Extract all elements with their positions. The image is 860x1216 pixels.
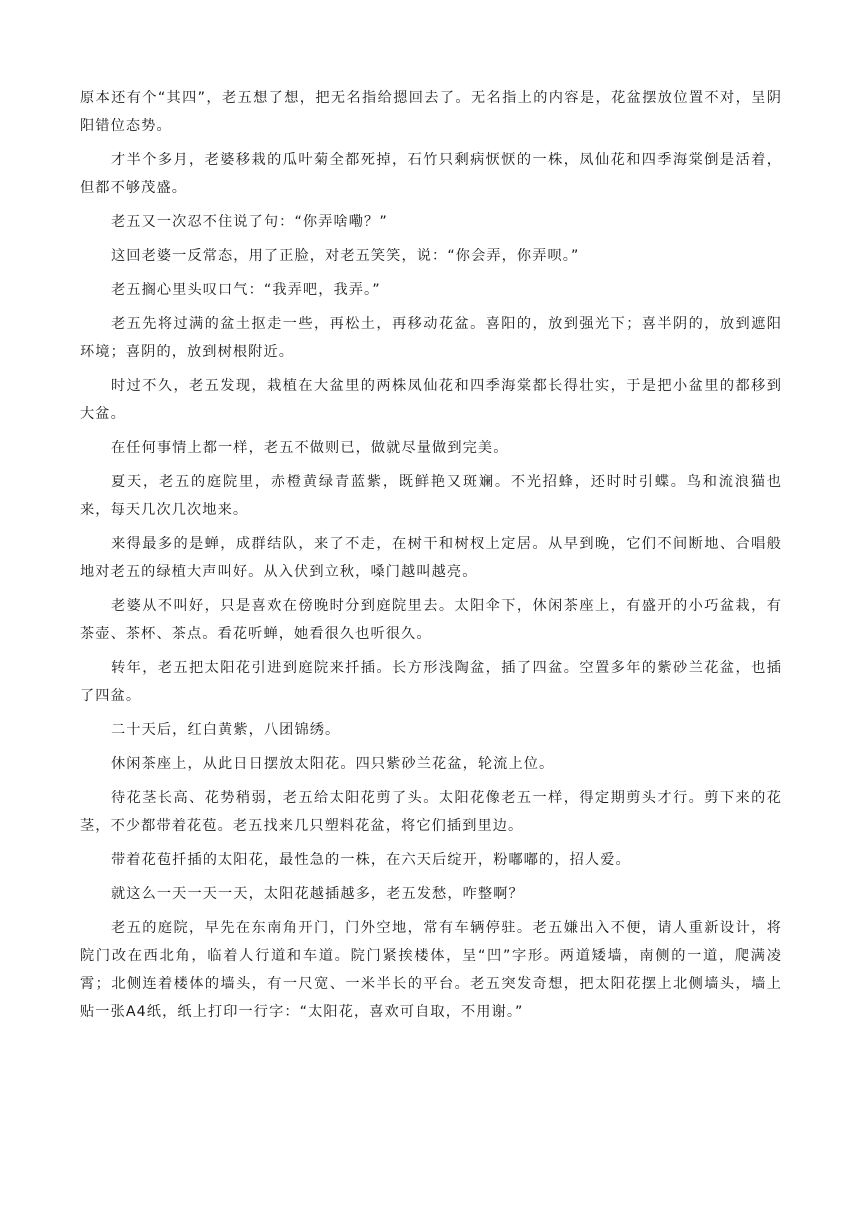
paragraph: 老婆从不叫好，只是喜欢在傍晚时分到庭院里去。太阳伞下，休闲茶座上，有盛开的小巧盆栽，有茶壶、茶杯、茶点。看花听蝉，她看很久也听很久。: [80, 598, 782, 642]
paragraph: 在任何事情上都一样，老五不做则已，做就尽量做到完美。: [111, 440, 509, 456]
paragraph: 待花茎长高、花势稍弱，老五给太阳花剪了头。太阳花像老五一样，得定期剪头才行。剪下来的花茎，不少都带着花苞。老五找来几只塑料花盆，将它们插到里边。: [80, 790, 782, 834]
paragraph: 这回老婆一反常态，用了正脸，对老五笑笑，说：“你会弄，你弄呗。”: [111, 248, 580, 264]
paragraph: 二十天后，红白黄紫，八团锦绣。: [111, 722, 341, 738]
paragraph: 时过不久，老五发现，栽植在大盆里的两株凤仙花和四季海棠都长得壮实，于是把小盆里的都移到大盆。: [80, 378, 782, 422]
paragraph: 来得最多的是蝉，成群结队，来了不走，在树干和树杈上定居。从早到晚，它们不间断地、合唱般地对老五的绿植大声叫好。从入伏到立秋，嗓门越叫越亮。: [80, 536, 782, 580]
paragraph: 原本还有个“其四”，老五想了想，把无名指给摁回去了。无名指上的内容是，花盆摆放位置不对，呈阴阳错位态势。: [80, 90, 782, 134]
paragraph: 老五先将过满的盆土抠走一些，再松土，再移动花盆。喜阳的，放到强光下；喜半阴的，放到遮阳环境；喜阴的，放到树根附近。: [80, 316, 782, 360]
document-body: [80, 84, 782, 1032]
paragraph: 就这么一天一天一天，太阳花越插越多，老五发愁，咋整啊？: [111, 886, 524, 902]
paragraph: 带着花苞扦插的太阳花，最性急的一株，在六天后绽开，粉嘟嘟的，招人爱。: [111, 852, 631, 868]
paragraph: 老五又一次忍不住说了句：“你弄啥嘞？”: [111, 214, 388, 230]
paragraph: 老五搁心里头叹口气：“我弄吧，我弄。”: [111, 282, 381, 298]
paragraph: 转年，老五把太阳花引进到庭院来扦插。长方形浅陶盆，插了四盆。空置多年的紫砂兰花盆，也插了四盆。: [80, 660, 782, 704]
paragraph: 休闲茶座上，从此日日摆放太阳花。四只紫砂兰花盆，轮流上位。: [111, 756, 555, 772]
paragraph: 老五的庭院，早先在东南角开门，门外空地，常有车辆停驻。老五嫌出入不便，请人重新设计，将院门改在西北角，临着人行道和车道。院门紧挨楼体，呈“凹”字形。两道矮墙，南侧的一道，爬满凌霄；北侧连着楼体的墙头，有一尺宽、一米半长的平台。老五突发奇想，把太阳花摆上北侧墙头，墙上贴一张A4纸，纸上打印一行字：“太阳花，喜欢可自取，不用谢。”: [80, 920, 782, 1020]
paragraph: 夏天，老五的庭院里，赤橙黄绿青蓝紫，既鲜艳又斑斓。不光招蜂，还时时引蝶。鸟和流浪猫也来，每天几次几次地来。: [80, 474, 782, 518]
paragraph: 才半个多月，老婆移栽的瓜叶菊全都死掉，石竹只剩病恹恹的一株，凤仙花和四季海棠倒是活着，但都不够茂盛。: [80, 152, 782, 196]
